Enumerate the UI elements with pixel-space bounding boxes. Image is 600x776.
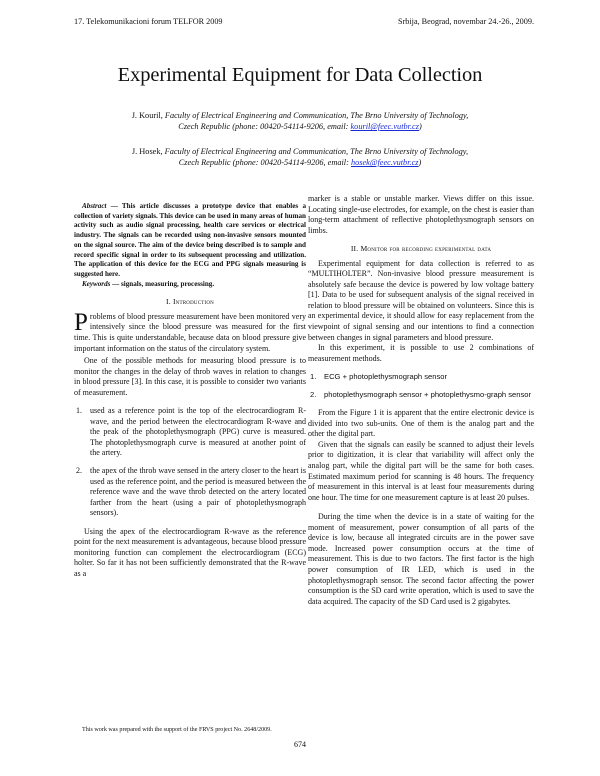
list-item-number: 2. [76, 465, 82, 475]
measurement-variants-list [74, 406, 306, 518]
section-heading-introduction: I. Introduction [166, 297, 214, 307]
section-heading-monitor: II. Monitor for recording experimental data [350, 244, 492, 254]
author-affiliation: Faculty of Electrical Engineering and Communication, The Brno University of Technology, [164, 111, 469, 120]
monitor-paragraph-4: Given that the signals can easily be scanned to adjust their levels prior to digitization, it is clear that variability will affect only the analog part, while the digital part will be the same for both cases. Estimated maximum period for scanning is 48 hours. The frequency of measurement in this interval is at least four measurements during one hour. The time for one measurement capture is at least 20 pulses. [308, 439, 534, 502]
intro-paragraph-1 [74, 308, 306, 354]
measurement-combinations-list [308, 372, 534, 400]
paper-title: Experimental Equipment for Data Collection [117, 64, 483, 86]
abstract-text: — This article discusses a prototype device that enables a collection of variety signals. This device can be used in many areas of human activity such as audio signal processing, health care services or electrical industry. The signals can be recorded using non-invasive sensors mounted on the signal source. The aim of the device being described is to sample and record specific signal in order to its subsequent processing and utilization. The application of this device for the ECG and PPG signals measuring is suggested here. [74, 202, 306, 278]
list-item-text: photoplethysmograph sensor + photoplethysmo-graph sensor [324, 389, 532, 399]
author-contact-close: ) [418, 122, 422, 132]
page-number: 674 [294, 740, 306, 749]
list-item-number: 1. [76, 406, 82, 416]
list-item-text: used as a reference point is the top of the electrocardiogram R-wave, and the period between the electrocardiogram R-wave and the peak of the photoplethysmograph (PPG) curve is measured. The photoplethysmograph curve is measured at another point of the artery. [90, 406, 306, 458]
left-column [74, 202, 306, 579]
header-conference: 17. Telekomunikacioni forum TELFOR 2009 [74, 17, 223, 26]
right-paragraph-0: marker is a stable or unstable marker. Views differ on this issue. Locating single-use electrodes, for example, on the chest is easier than long-term attachment of reflective photoplethysmograph sensors on limbs. [308, 194, 534, 235]
footnote: This work was prepared with the support of the FRVS project No. 2648/2009. [82, 727, 272, 733]
intro-paragraph-2: One of the possible methods for measuring blood pressure is to monitor the changes in the delay of throb waves in relation to changes in blood pressure [3]. In this case, it is possible to consider two variants of measurement. [74, 356, 306, 397]
author-name: J. Kouril, [131, 111, 165, 120]
header-location-date: Srbija, Beograd, novembar 24.-26., 2009. [398, 17, 534, 26]
author-name: J. Hosek, [131, 147, 165, 156]
list-item [308, 390, 534, 401]
author-affiliation: Faculty of Electrical Engineering and Communication, The Brno University of Technology, [164, 147, 469, 156]
right-column [308, 194, 534, 607]
monitor-paragraph-2: In this experiment, it is possible to use 2 combinations of measurement methods. [308, 343, 534, 363]
intro-paragraph-1-text: roblems of blood pressure measurement have been monitored very intensively since the blood pressure was measured for the first time. This is quite understandable, because data on blood pressure give important information on the status of the circulatory system. [74, 311, 306, 353]
author-block-1 [84, 110, 516, 132]
list-item-number: 1. [310, 372, 317, 382]
drop-cap: P [74, 308, 88, 336]
author-block-2 [84, 146, 516, 168]
keywords-lead: Keywords [82, 279, 111, 288]
keywords [74, 280, 306, 290]
list-item-text: the apex of the throb wave sensed in the artery closer to the heart is used as the reference point, and the period is measured between the reference wave and the wave throb detected on the artery located farther from the heart (using a pair of photoplethysmograph sensors). [90, 465, 306, 518]
list-item-number: 2. [310, 389, 317, 399]
list-item [74, 466, 306, 519]
intro-paragraph-3: Using the apex of the electrocardiogram R-wave as the reference point for the next measurement is advantageous, because blood pressure monitoring function can complement the electrocardiogram (ECG) holter. So far it has not been sufficiently demonstrated that the R-wave as a [74, 526, 306, 578]
monitor-paragraph-1: Experimental equipment for data collection is referred to as “MULTIHOLTER”. Non-invasive blood pressure measurement is absolutely safe because the device is powered by low voltage battery [1]. Data to be used for subsequent analysis of the signal received in relation to blood pressure will be obtained on volunteers. Since this is an experimental device, it should allow for easy replacement from the viewpoint of signal sensing and our intentions to find a connection between changes in signal parameters and blood pressure. [308, 258, 534, 342]
running-header [74, 17, 534, 29]
author-email-link[interactable]: hosek@feec.vutbr.cz [350, 158, 419, 168]
author-contact-close: ) [418, 158, 422, 168]
abstract-lead: Abstract [82, 202, 107, 210]
list-item [74, 406, 306, 459]
keywords-text: — signals, measuring, processing. [110, 279, 215, 288]
monitor-paragraph-5: During the time when the device is in a state of waiting for the moment of measurement, power consumption of all parts of the device is low, because all integrated circuits are in the power save mode. Increased power consumption occurs at the time of measurement. This is due to two factors. The first factor is the high power consumption of IR LED, which is used in the photoplethysmograph sensor. The second factor affecting the power consumption is the SD card write operation, which is used to save the data acquired. The capacity of the SD Card used is 2 gigabytes. [308, 512, 534, 606]
monitor-paragraph-3: From the Figure 1 it is apparent that the entire electronic device is divided into two sub-units. One of them is the analog part and the other the digital part. [308, 408, 534, 439]
list-item-text: ECG + photoplethysmograph sensor [324, 372, 448, 382]
abstract [74, 202, 306, 280]
author-contact: Czech Republic (phone: 00420-54114-9206, email: [178, 158, 351, 168]
list-item [308, 372, 534, 383]
author-contact: Czech Republic (phone: 00420-54114-9206, email: [178, 122, 351, 132]
author-email-link[interactable]: kouril@feec.vutbr.cz [350, 122, 419, 132]
